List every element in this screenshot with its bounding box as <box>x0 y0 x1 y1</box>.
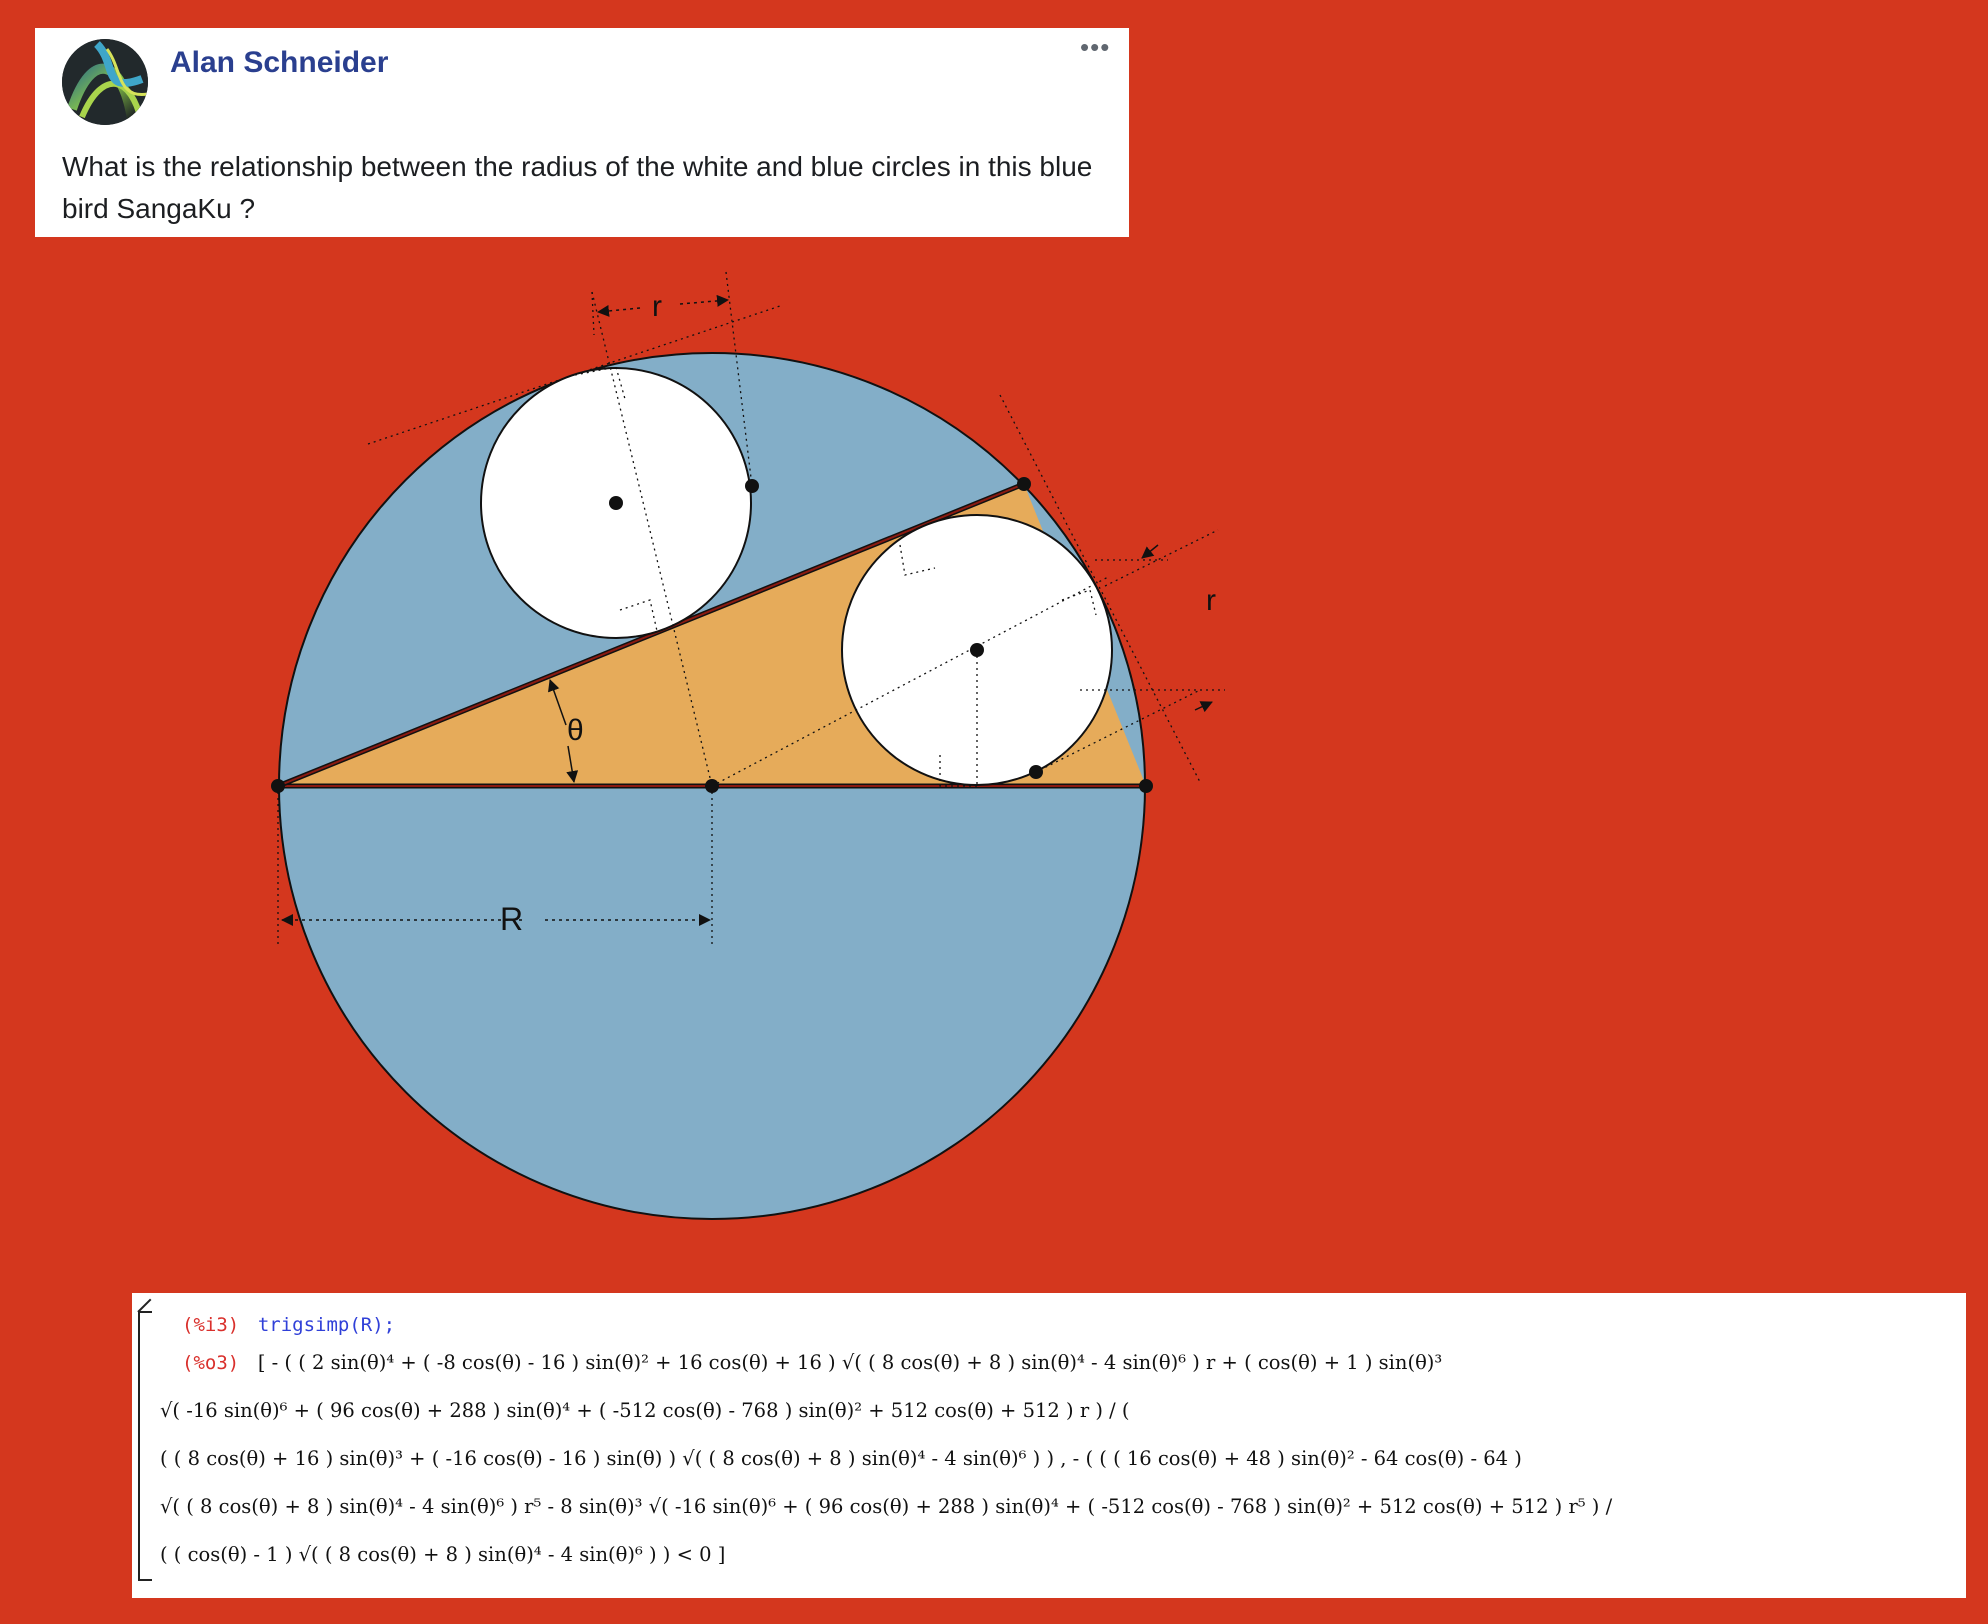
input-line[interactable] <box>182 1313 395 1336</box>
output-line-1 <box>182 1351 1442 1374</box>
output-expression-5: ( ( cos(θ) - 1 ) √( ( 8 cos(θ) + 8 ) sin(θ)⁴ - 4 sin(θ)⁶ ) ) < 0 ] <box>160 1543 726 1566</box>
output-expression-2: √( -16 sin(θ)⁶ + ( 96 cos(θ) + 288 ) sin(θ)⁴ + ( -512 cos(θ) - 768 ) sin(θ)² + 512 cos(θ) + 512 ) r ) / ( <box>160 1399 1130 1422</box>
output-expression-3: ( ( 8 cos(θ) + 16 ) sin(θ)³ + ( -16 cos(θ) - 16 ) sin(θ) ) √( ( 8 cos(θ) + 8 ) sin(θ)⁴ - 4 sin(θ)⁶ ) ) , - ( ( ( 16 cos(θ) + 48 ) sin(θ)² - 64 cos(θ) - 64 ) <box>160 1447 1522 1470</box>
label-R: R <box>500 901 524 937</box>
output-expression-4: √( ( 8 cos(θ) + 8 ) sin(θ)⁴ - 4 sin(θ)⁶ ) r⁵ - 8 sin(θ)³ √( -16 sin(θ)⁶ + ( 96 cos(θ) + 288 ) sin(θ)⁴ + ( -512 cos(θ) - 768 ) sin(θ)² + 512 cos(θ) + 512 ) r⁵ ) / <box>160 1495 1613 1518</box>
output-line-4 <box>160 1495 1612 1518</box>
output-line-3 <box>160 1447 1522 1470</box>
output-expression-1: [ - ( ( 2 sin(θ)⁴ + ( -8 cos(θ) - 16 ) sin(θ)² + 16 cos(θ) + 16 ) √( ( 8 cos(θ) + 8 ) sin(θ)⁴ - 4 sin(θ)⁶ ) r + ( cos(θ) + 1 ) sin(θ)³ <box>257 1351 1443 1374</box>
input-label: (%i3) <box>182 1314 240 1336</box>
output-line-5 <box>160 1543 725 1566</box>
author-name[interactable]: Alan Schneider <box>170 46 389 79</box>
more-options-icon[interactable]: ••• <box>1080 32 1111 62</box>
label-theta: θ <box>567 714 584 747</box>
label-r-top: r <box>652 290 662 323</box>
input-command[interactable]: trigsimp(R); <box>257 1314 396 1336</box>
cell-bracket[interactable] <box>138 1311 160 1581</box>
post-text: What is the relationship between the radius of the white and blue circles in this blue bird SangaKu ? <box>62 151 1093 224</box>
label-r-right: r <box>1206 584 1216 617</box>
output-label: (%o3) <box>182 1352 240 1374</box>
output-line-2 <box>160 1399 1130 1422</box>
maxima-output-panel <box>132 1293 1966 1598</box>
